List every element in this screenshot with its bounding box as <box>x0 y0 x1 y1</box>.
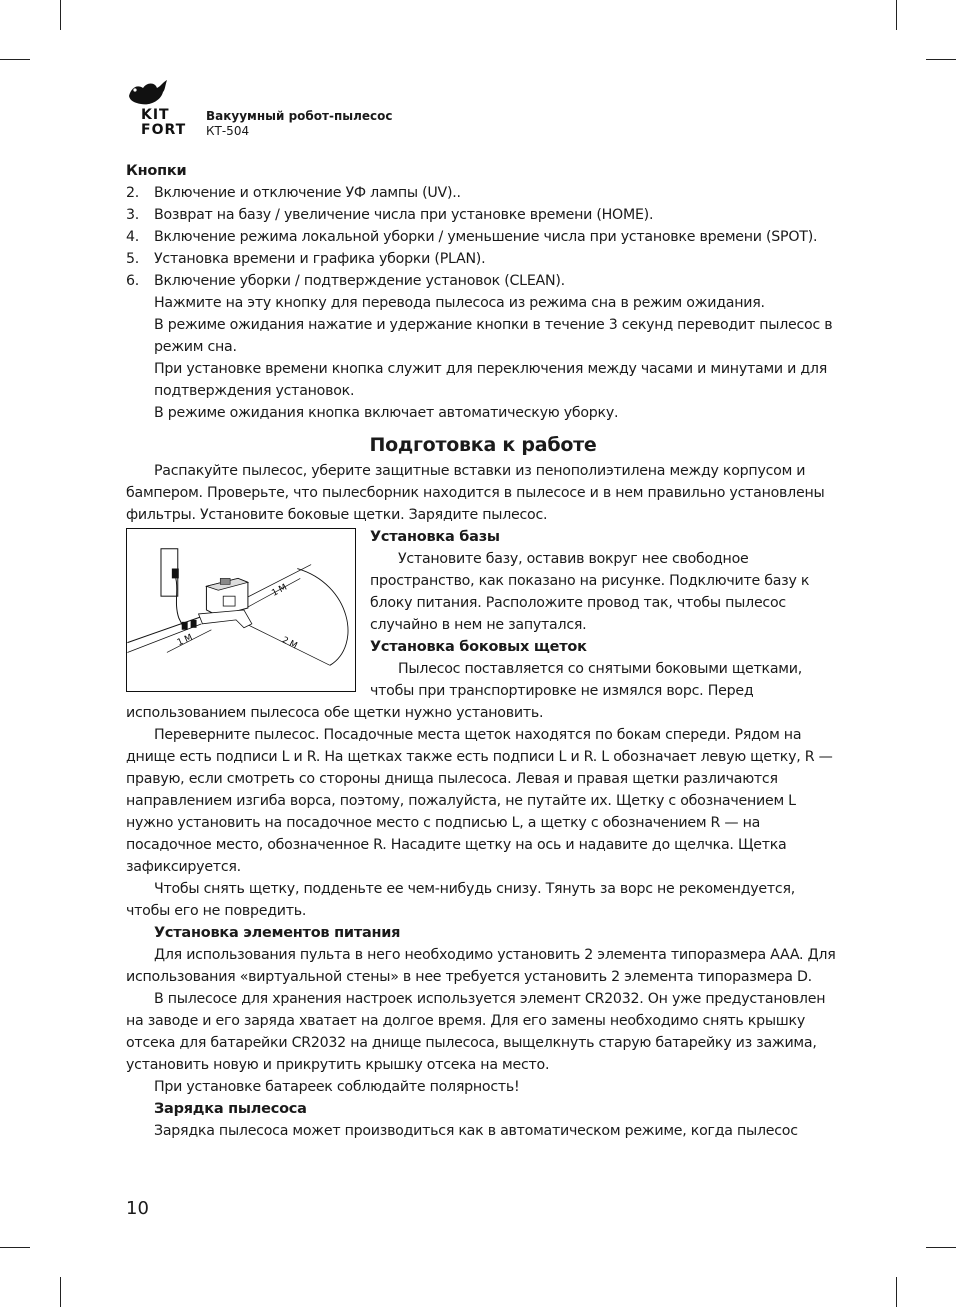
crop-mark <box>60 0 61 30</box>
item-number: 4. <box>126 229 140 245</box>
clean-note: При установке времени кнопка служит для переключения между часами и минутами и для подтверждения установок. <box>154 361 828 399</box>
power-heading: Установка элементов питания <box>154 925 401 941</box>
brand-fort: FORT <box>141 122 187 138</box>
item-text: Включение и отключение УФ лампы (UV).. <box>154 185 461 201</box>
item-text: Установка времени и графика уборки (PLAN). <box>154 251 486 267</box>
page-header <box>127 78 627 142</box>
item-text: Включение режима локальной уборки / уменьшение числа при установке времени (SPOT). <box>154 229 818 245</box>
brand-kit: KIT <box>141 107 170 123</box>
crop-mark <box>60 1277 61 1307</box>
base-heading: Установка базы <box>370 529 500 545</box>
label-1m-side: 1 M <box>270 582 289 599</box>
buttons-heading: Кнопки <box>126 163 187 179</box>
item-number: 3. <box>126 207 140 223</box>
item-text: Возврат на базу / увеличение числа при установке времени (HOME). <box>154 207 654 223</box>
brushes-paragraph: Пылесос поставляется со снятыми боковыми щетками, чтобы при транспортировке не измялся ворс. Перед использованием пылесоса обе щетки нужно установить. <box>126 661 802 721</box>
brand-name <box>141 108 186 138</box>
label-1m-front: 1 M <box>175 632 195 649</box>
list-item <box>126 182 840 204</box>
base-placement-diagram <box>126 528 356 692</box>
crop-mark <box>896 1277 897 1307</box>
power-paragraph-2: В пылесосе для хранения настроек используется элемент CR2032. Он уже предустановлен на заводе и его заряда хватает на долгое время. Для его замены необходимо снять крышку отсека для батарейки CR2032 на днище пылесоса, выщелкнуть старую батарейку из зажима, установить новую и прикрутить крышку отсека на место. <box>126 991 826 1073</box>
list-item <box>126 204 840 226</box>
crop-mark <box>0 59 30 60</box>
section-title: Подготовка к работе <box>369 434 597 456</box>
product-model: КТ-504 <box>206 124 250 138</box>
list-item <box>126 270 840 292</box>
base-paragraph: Установите базу, оставив вокруг нее свободное пространство, как показано на рисунке. Подключите базу к блоку питания. Расположите провод так, чтобы пылесос случайно в нем не запутался. <box>370 551 810 633</box>
crop-mark <box>896 0 897 30</box>
list-item <box>126 248 840 270</box>
product-title: Вакуумный робот-пылесос <box>206 109 393 123</box>
item-number: 2. <box>126 185 140 201</box>
page-number: 10 <box>126 1198 149 1219</box>
item-text: Включение уборки / подтверждение установок (CLEAN). <box>154 273 565 289</box>
crop-mark <box>926 1247 956 1248</box>
clean-note: Нажмите на эту кнопку для перевода пылесоса из режима сна в режим ожидания. <box>154 295 765 311</box>
product-info <box>206 109 393 139</box>
list-item <box>126 226 840 248</box>
label-2m: 2 M <box>280 635 299 652</box>
charge-heading: Зарядка пылесоса <box>154 1101 307 1117</box>
power-paragraph-3: При установке батареек соблюдайте полярность! <box>154 1079 520 1095</box>
brushes-heading: Установка боковых щеток <box>370 639 587 655</box>
crop-mark <box>0 1247 30 1248</box>
brushes-paragraph-2: Переверните пылесос. Посадочные места щеток находятся по бокам спереди. Рядом на днище есть подписи L и R. На щетках также есть подписи L и R. L обозначает левую щетку, R — правую, если смотреть со стороны днища пылесоса. Левая и правая щетки различаются направлением изгиба ворса, поэтому, пожалуйста, не путайте их. Щетку с обозначением L нужно установить на посадочное место с подписью L, а щетку с обозначением R — на посадочное место, обозначенное R. Насадите щетку на ось и надавите до щелчка. Щетка зафиксируется. <box>126 727 833 875</box>
clean-note: В режиме ожидания нажатие и удержание кнопки в течение 3 секунд переводит пылесос в режим сна. <box>154 317 833 355</box>
buttons-list <box>126 182 840 292</box>
charge-paragraph: Зарядка пылесоса может производиться как в автоматическом режиме, когда пылесос <box>154 1123 798 1139</box>
brushes-paragraph-3: Чтобы снять щетку, подденьте ее чем-нибудь снизу. Тянуть за ворс не рекомендуется, чтобы его не повредить. <box>126 881 796 919</box>
main-content <box>126 160 840 1142</box>
intro-paragraph: Распакуйте пылесос, уберите защитные вставки из пенополиэтилена между корпусом и бампером. Проверьте, что пылесборник находится в пылесосе и в нем правильно установлены фильтры. Установите боковые щетки. Зарядите пылесос. <box>126 463 825 523</box>
clean-note: В режиме ожидания кнопка включает автоматическую уборку. <box>154 405 619 421</box>
crop-mark <box>926 59 956 60</box>
item-number: 5. <box>126 251 140 267</box>
item-number: 6. <box>126 273 140 289</box>
power-paragraph-1: Для использования пульта в него необходимо установить 2 элемента типоразмера AAA. Для использования «виртуальной стены» в нее требуется установить 2 элемента типоразмера D. <box>126 947 836 985</box>
